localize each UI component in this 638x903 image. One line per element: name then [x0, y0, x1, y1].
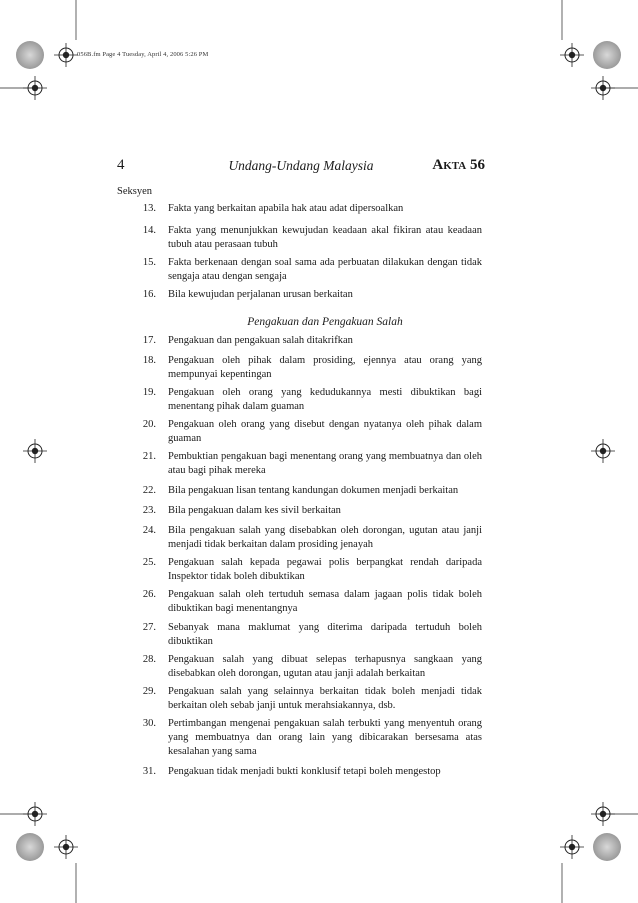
section-number: 19.: [142, 387, 156, 398]
section-number: 25.: [142, 557, 156, 568]
section-number: 14.: [142, 225, 156, 236]
section-title: Pengakuan oleh pihak dalam prosiding, ejennya atau orang yang mempunyai kepentingan: [168, 355, 482, 380]
section-title: Pengakuan tidak menjadi bukti konklusif tetapi boleh mengestop: [168, 766, 441, 777]
section-title: Fakta yang menunjukkan kewujudan keadaan akal fikiran atau keadaan tubuh atau perasaan tubuh: [168, 225, 482, 250]
section-number: 26.: [142, 589, 156, 600]
section-number: 15.: [142, 257, 156, 268]
section-number: 16.: [142, 289, 156, 300]
section-title: Pertimbangan mengenai pengakuan salah terbukti yang menyentuh orang yang membuatnya dan orang lain yang dibicarakan bersesama atas kesalahan yang sama: [168, 718, 482, 757]
section-number: 21.: [142, 451, 156, 462]
section-title: Fakta yang berkaitan apabila hak atau adat dipersoalkan: [168, 203, 404, 214]
section-title: Pengakuan oleh orang yang disebut dengan nyatanya oleh pihak dalam guaman: [168, 419, 482, 444]
section-title: Pengakuan salah yang dibuat selepas terhapusnya sangkaan yang disebabkan oleh dorongan, ugutan atau janji adalah berkaitan: [168, 654, 482, 679]
section-title: Sebanyak mana maklumat yang diterima daripada tertuduh boleh dibuktikan: [168, 622, 482, 647]
section-title: Pengakuan oleh orang yang kedudukannya mesti dibuktikan bagi menentang pihak dalam guaman: [168, 387, 482, 412]
seksyen-label: Seksyen: [117, 186, 152, 197]
section-title: Pengakuan salah yang selainnya berkaitan tidak boleh menjadi tidak berkaitan oleh sebab janji untuk merahsiakannya, dsb.: [168, 686, 482, 711]
section-title: Fakta berkenaan dengan soal sama ada perbuatan dilakukan dengan tidak sengaja atau dengan sengaja: [168, 257, 482, 282]
section-number: 13.: [142, 203, 156, 214]
section-title: Bila pengakuan salah yang disebabkan oleh dorongan, ugutan atau janji menjadi tidak berkaitan dalam prosiding jenayah: [168, 525, 482, 550]
section-title: Pengakuan salah kepada pegawai polis berpangkat rendah daripada Inspektor tidak boleh dibuktikan: [168, 557, 482, 582]
section-title: Bila kewujudan perjalanan urusan berkaitan: [168, 289, 353, 300]
section-title: Pengakuan dan pengakuan salah ditakrifkan: [168, 335, 353, 346]
page-header: [117, 157, 485, 177]
section-title: Pengakuan salah oleh tertuduh semasa dalam jagaan polis tidak boleh dibuktikan bagi menentangnya: [168, 589, 482, 614]
section-number: 23.: [142, 505, 156, 516]
section-title: Bila pengakuan lisan tentang kandungan dokumen menjadi berkaitan: [168, 485, 459, 496]
section-number: 31.: [142, 766, 156, 777]
section-number: 22.: [142, 485, 156, 496]
section-number: 27.: [142, 622, 156, 633]
file-slug: 056B.fm Page 4 Tuesday, April 4, 2006 5:26 PM: [77, 51, 209, 58]
section-number: 17.: [142, 335, 156, 346]
section-title: Pembuktian pengakuan bagi menentang orang yang membuatnya dan oleh atau bagi pihak mereka: [168, 451, 482, 476]
section-number: 30.: [142, 718, 156, 729]
running-title: Undang-Undang Malaysia: [228, 158, 374, 173]
section-number: 29.: [142, 686, 156, 697]
section-number: 24.: [142, 525, 156, 536]
subheading: Pengakuan dan Pengakuan Salah: [247, 316, 403, 328]
page-number: 4: [117, 157, 125, 173]
section-number: 18.: [142, 355, 156, 366]
section-title: Bila pengakuan dalam kes sivil berkaitan: [168, 505, 341, 516]
act-number: AKTA 56: [432, 157, 485, 173]
section-number: 28.: [142, 654, 156, 665]
section-number: 20.: [142, 419, 156, 430]
